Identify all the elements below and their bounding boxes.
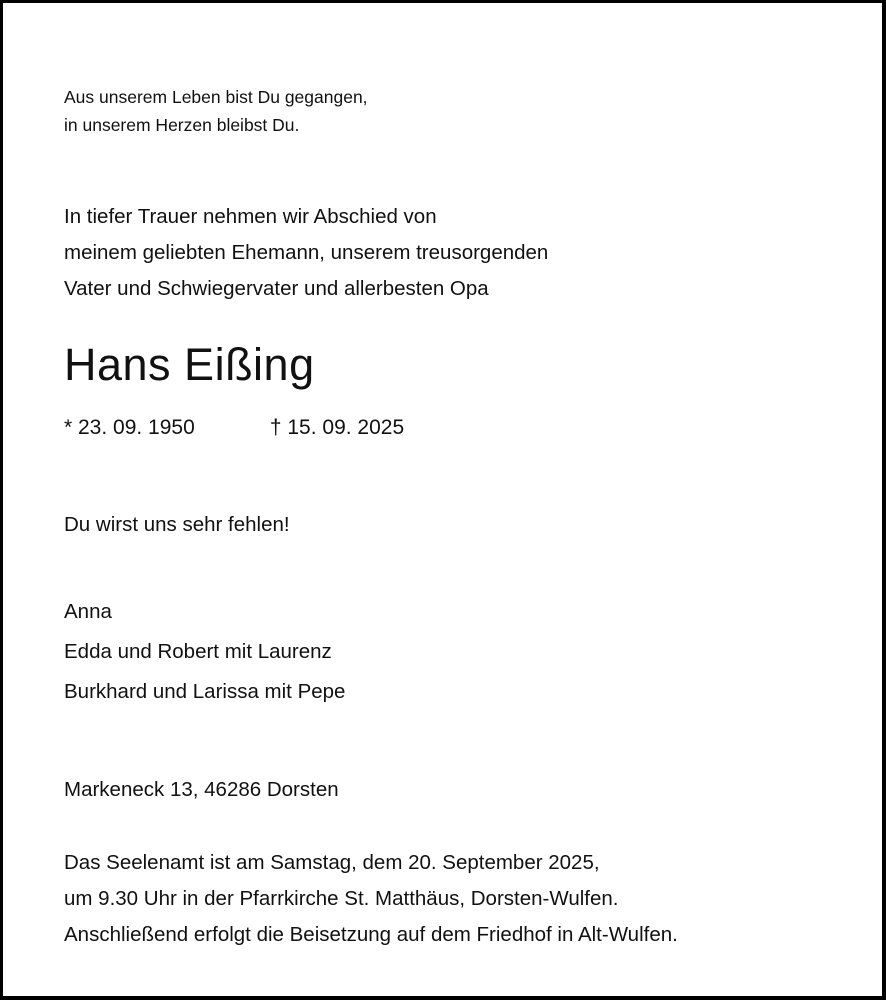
intro-line-1: In tiefer Trauer nehmen wir Abschied von bbox=[64, 205, 437, 228]
intro-text bbox=[64, 199, 548, 307]
mourners-list bbox=[64, 592, 345, 712]
service-line-3: Anschließend erfolgt die Beisetzung auf dem Friedhof in Alt-Wulfen. bbox=[64, 923, 678, 946]
service-line-1: Das Seelenamt ist am Samstag, dem 20. September 2025, bbox=[64, 851, 600, 874]
service-info bbox=[64, 845, 678, 953]
intro-line-2: meinem geliebten Ehemann, unserem treusorgenden bbox=[64, 241, 549, 264]
verse-line-2: in unserem Herzen bleibst Du. bbox=[64, 115, 300, 135]
verse-line-1: Aus unserem Leben bist Du gegangen, bbox=[64, 87, 368, 107]
intro-line-3: Vater und Schwiegervater und allerbesten Opa bbox=[64, 277, 489, 300]
deceased-name: Hans Eißing bbox=[64, 339, 315, 390]
verse bbox=[64, 83, 368, 139]
life-dates bbox=[64, 414, 404, 442]
mourner: Burkhard und Larissa mit Pepe bbox=[64, 680, 346, 703]
birth-date: * 23. 09. 1950 bbox=[64, 416, 195, 439]
mourner: Edda und Robert mit Laurenz bbox=[64, 640, 332, 663]
address: Markeneck 13, 46286 Dorsten bbox=[64, 778, 339, 801]
mourner: Anna bbox=[64, 600, 112, 623]
farewell-text: Du wirst uns sehr fehlen! bbox=[64, 513, 290, 536]
death-date: † 15. 09. 2025 bbox=[269, 416, 405, 439]
service-line-2: um 9.30 Uhr in der Pfarrkirche St. Matthäus, Dorsten-Wulfen. bbox=[64, 887, 619, 910]
